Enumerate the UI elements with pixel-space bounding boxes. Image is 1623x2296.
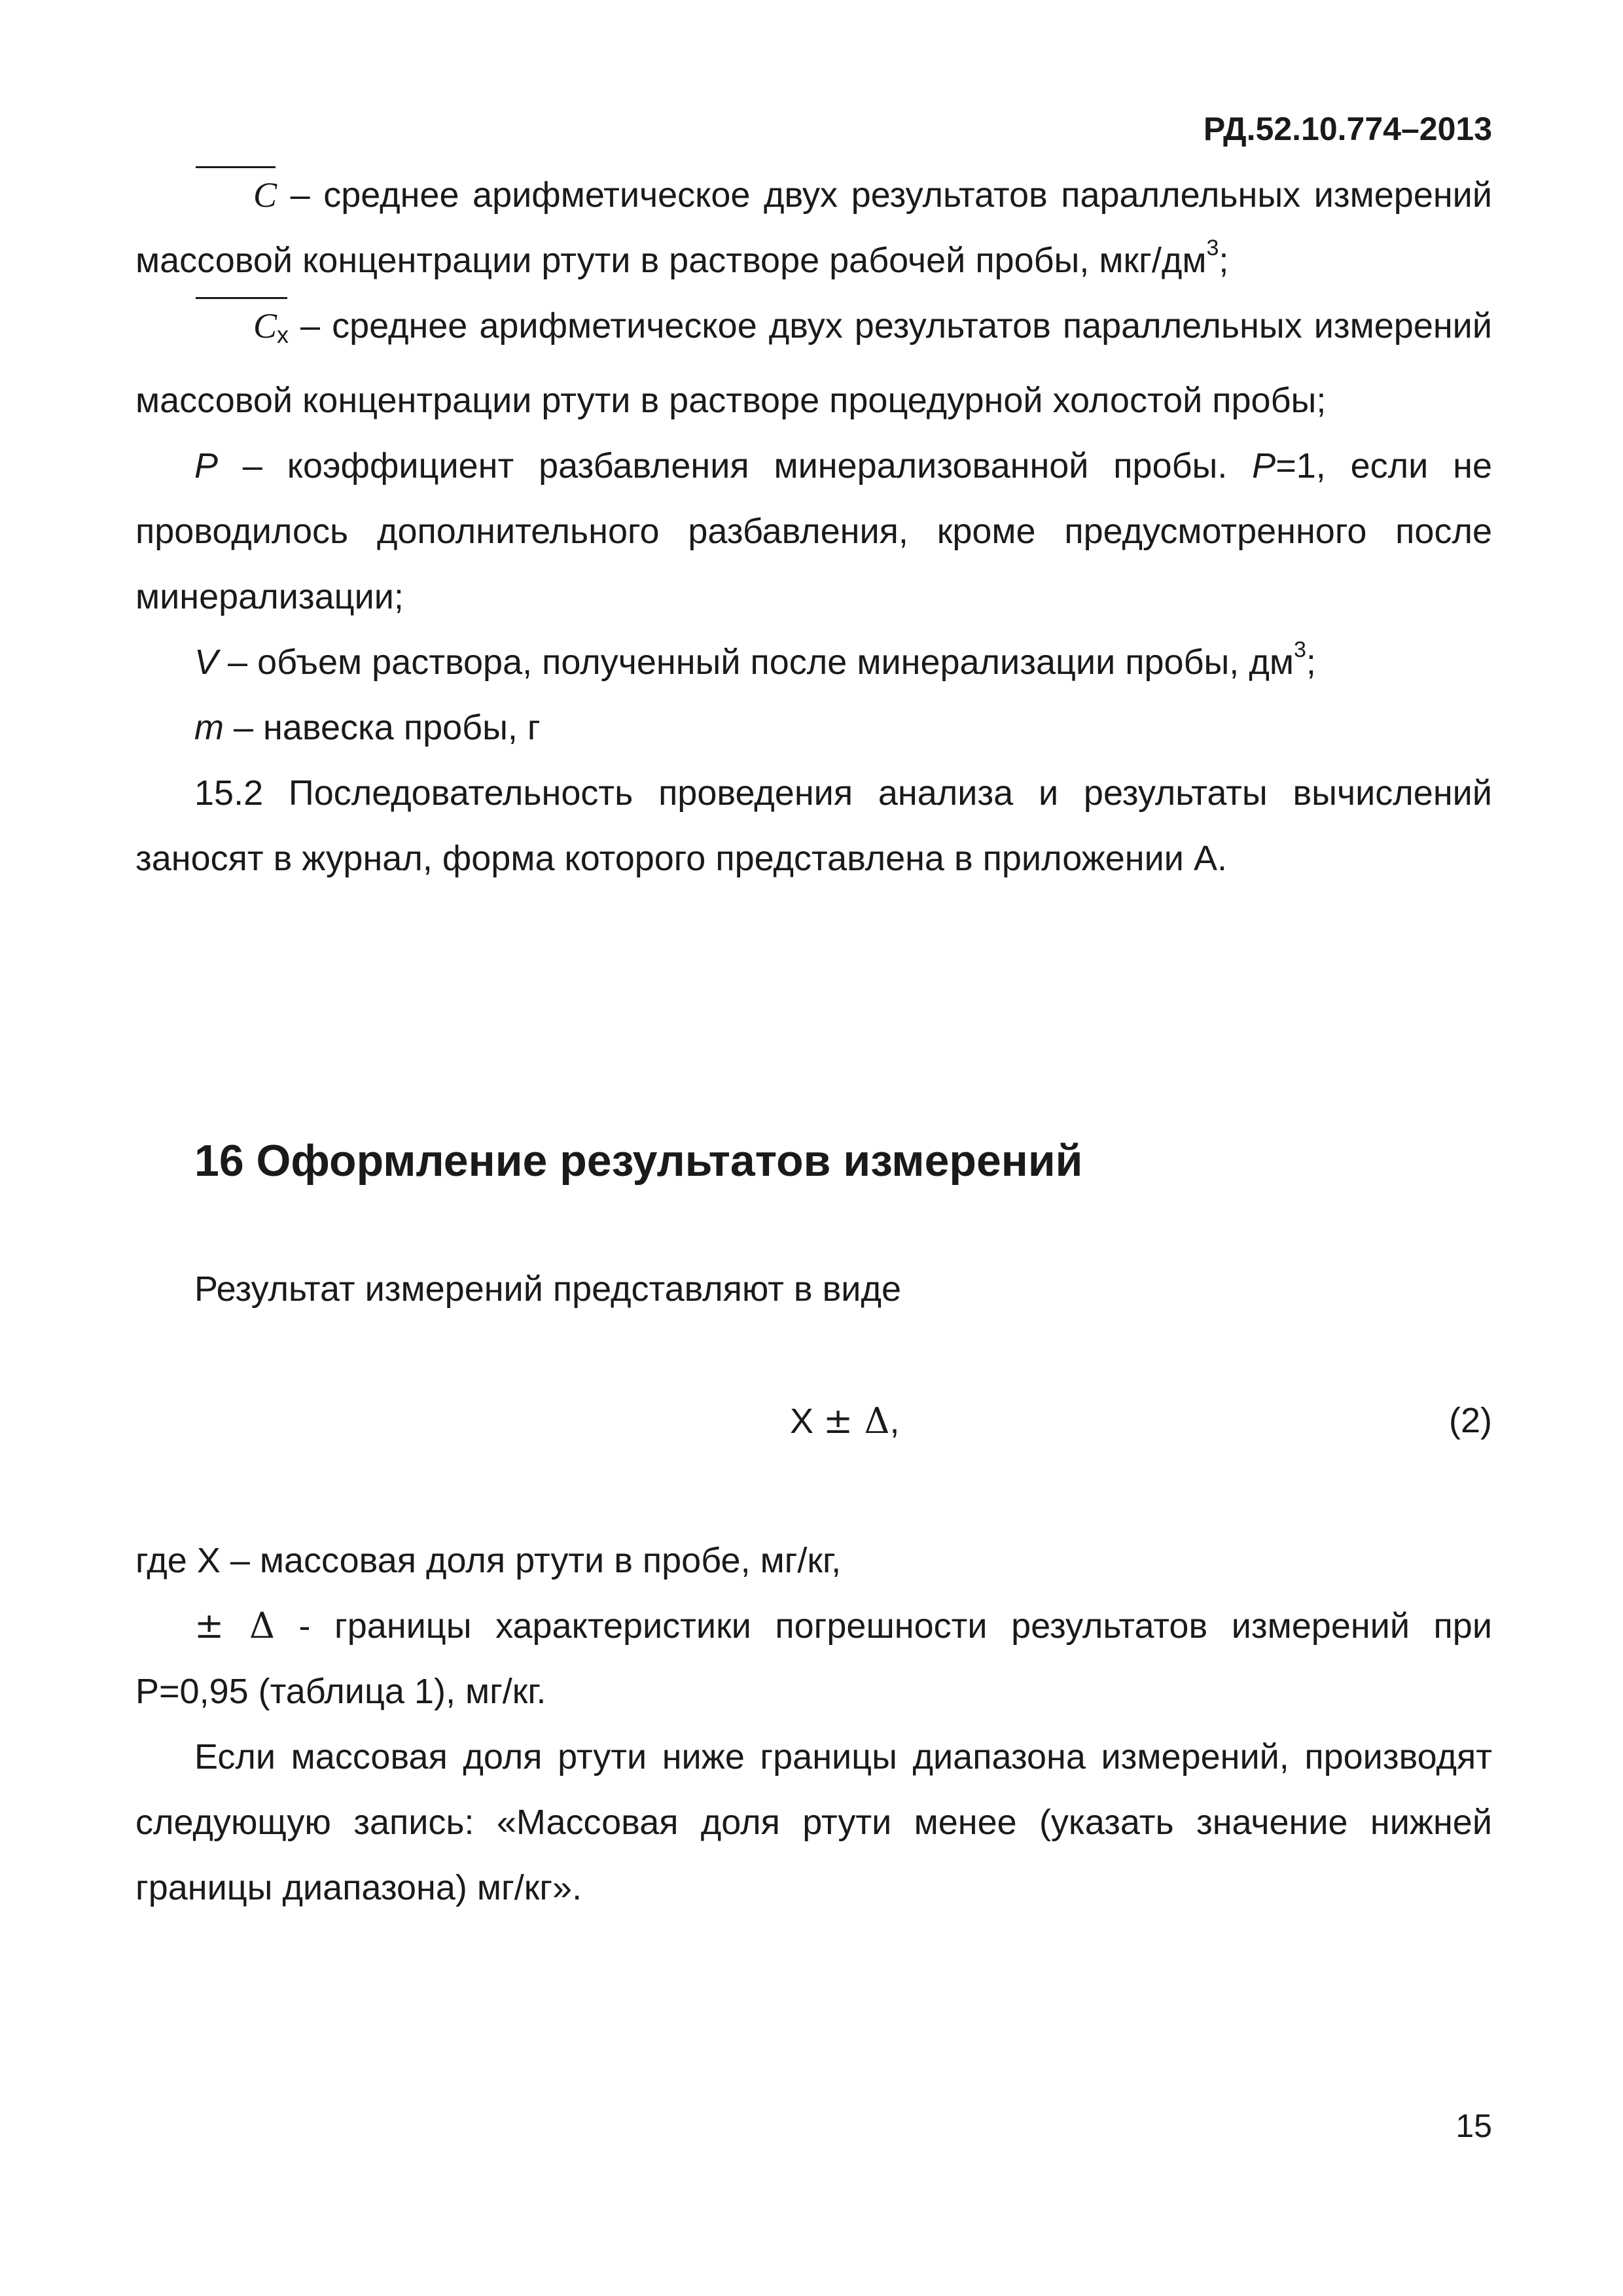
- where-line-x: где Х – массовая доля ртути в пробе, мг/кг,: [135, 1541, 842, 1580]
- where-line-delta: ± Δ - границы характеристики погрешности результатов измерений при Р=0,95 (таблица 1), мг/кг.: [135, 1605, 1492, 1711]
- definition-p-dilution: P – коэффициент разбавления минерализованной пробы. P=1, если не проводилось дополнительного разбавления, кроме предусмотренного после минерализации;: [135, 446, 1492, 616]
- formula: X ± Δ,: [790, 1400, 900, 1441]
- intro-block: [135, 1256, 1492, 1322]
- pm-delta-symbol: ± Δ: [194, 1605, 275, 1646]
- clause-15-2: 15.2 Последовательность проведения анализа и результаты вычислений заносят в журнал, форма которого представлена в приложении А.: [135, 773, 1492, 878]
- document-code: РД.52.10.774–2013: [1203, 111, 1492, 147]
- definition-cx-mean: $C_x$ – среднее арифметическое двух результатов параллельных измерений массовой концентрации ртути в растворе процедурной холостой пробы;: [135, 293, 1492, 433]
- symbol-m: m: [194, 708, 224, 747]
- symbol-p: P: [194, 446, 219, 486]
- definition-v-volume: V – объем раствора, полученный после минерализации пробы, $дм^3$;: [194, 637, 1316, 682]
- definitions-block: [135, 162, 1492, 891]
- where-block: [135, 1528, 1492, 1920]
- page-number: 15: [1455, 2108, 1492, 2144]
- section-heading: 16 Оформление результатов измерений: [194, 1136, 1083, 1186]
- symbol-v: V: [194, 643, 219, 682]
- intro-text: Результат измерений представляют в виде: [194, 1269, 901, 1309]
- definition-m-mass: m – навеска пробы, г: [194, 708, 541, 747]
- symbol-c-bar-x: $C_x$: [194, 293, 289, 368]
- symbol-c-bar: C: [194, 162, 277, 228]
- formula-row: [135, 1400, 1492, 1466]
- closing-paragraph: Если массовая доля ртути ниже границы диапазона измерений, производят следующую запись: «Массовая доля ртути менее (указать значение нижней границы диапазона) мг/кг».: [135, 1737, 1492, 1907]
- definition-c-mean: C – среднее арифметическое двух результатов параллельных измерений массовой концентрации ртути в растворе рабочей пробы, мкг/$дм^3$;: [135, 162, 1492, 293]
- formula-number: (2): [1449, 1401, 1492, 1440]
